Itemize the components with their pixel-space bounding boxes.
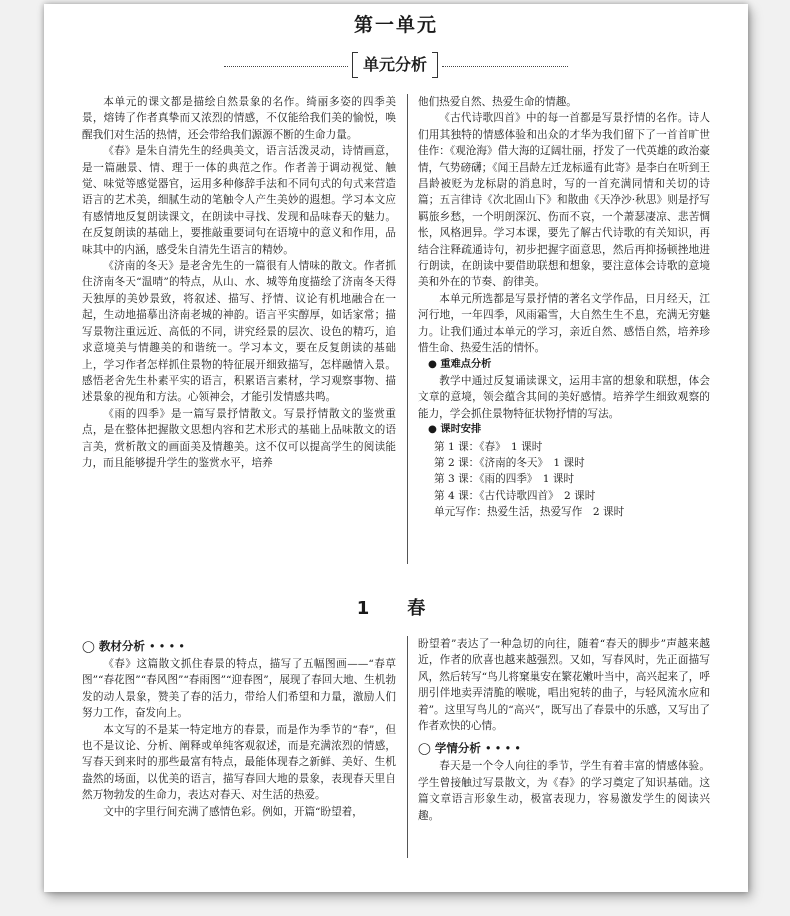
- section-header: [224, 52, 568, 82]
- paragraph: 《古代诗歌四首》中的每一首都是写景抒情的名作。诗人们用其独特的情感体验和出众的才华为我们留下了一首首旷世佳作：《观沧海》借大海的辽阔壮丽，抒发了一代英雄的政治豪情，气势磅礴；《闻王昌龄左迁龙标遥有此寄》是李白在听到王昌龄被贬为龙标尉的消息时，写的一首充满同情和关切的诗篇；五言律诗《次北固山下》和散曲《天净沙·秋思》则是抒写羁旅乡愁，一个明朗深沉、伤而不哀，一个萧瑟凄凉、悲苦惆怅，风格迥异。学习本课，要先了解古代诗歌的有关知识，再结合注释疏通诗句，初步把握字面意思，然后再抑扬顿挫地进行朗读，在朗读中要借助联想和想象，要注意体会诗歌的意境美和外在的节奏、韵律美。: [418, 112, 710, 289]
- document-page: [44, 4, 748, 892]
- textbook-analysis-title: ◯ 教材分析: [82, 639, 145, 653]
- section-title: 单元分析: [356, 52, 434, 78]
- schedule-item: 第 1 课：《春》 1 课时: [434, 440, 543, 453]
- paragraph: 教学中通过反复诵读课文，运用丰富的想象和联想，体会文章的意境，领会蕴含其间的美好感情。培养学生细致观察的能力，学会抓住景物特征状物抒情的写法。: [418, 374, 710, 420]
- paragraph: 春天是一个令人向往的季节，学生有着丰富的情感体验。学生曾接触过写景散文，为《春》的学习奠定了知识基础。这篇文章语言形象生动，极富表现力，容易激发学生的阅读兴趣。: [418, 760, 710, 822]
- learning-analysis-heading: [418, 738, 710, 758]
- schedule-item: 第 2 课：《济南的冬天》 1 课时: [434, 456, 585, 469]
- paragraph: 《济南的冬天》是老舍先生的一篇很有人情味的散文。作者抓住济南冬天“温晴”的特点，从山、水、城等角度描绘了济南冬天得天独厚的美妙景致，将叙述、描写、抒情、议论有机地融合在一起，生动地描摹出济南老城的神韵。语言平实醇厚，如话家常；描写景物注重远近、高低的不同，讲究经景的层次、设色的精巧，追求意境美与情趣美的和谐统一。学习本文，要在反复朗读的基础上，学习作者怎样抓住景物的特征展开细致描写，怎样融情入景。感悟老舍先生朴素平实的语言，积累语言素材，学习观察事物、描述景象的视角和方法。心领神会，才能引发情感共鸣。: [82, 260, 396, 404]
- schedule-item: 单元写作：热爱生活，热爱写作 2 课时: [434, 506, 625, 519]
- unit-title: 第一单元: [353, 14, 438, 36]
- paragraph: 本单元的课文都是描绘自然景象的名作。绮丽多姿的四季美景，熔铸了作者真挚而又浓烈的情感，不仅能给我们美的愉悦，唤醒我们对生活的热情，还会带给我们源源不断的生命力量。: [82, 96, 396, 141]
- lesson-left-column: [82, 636, 396, 820]
- unit-analysis-right-column: [418, 94, 710, 521]
- paragraph: 《春》是朱自清先生的经典美文，语言活泼灵动，诗情画意，是一篇融景、情、理于一体的典范之作。作者善于调动视觉、触觉、味觉等感觉器官，运用多种修辞手法和不同句式的句式来营造语言的艺术美，细腻生动的笔触令人产生美妙的遐想。学习本文应有感情地反复朗读课文，在朗读中寻找、发现和品味春天的魅力。在反复朗读的基础上，要推敲重要词句在语境中的意义和作用，品味其中的内涵，感受朱自清先生语言的精妙。: [82, 145, 396, 256]
- schedule-item: 第 3 课：《雨的四季》 1 课时: [434, 473, 575, 486]
- paragraph: 本单元所选都是写景抒情的著名文学作品，日月经天，江河行地，一年四季，风雨霜雪，大自然生生不息，充满无穷魅力。让我们通过本单元的学习，亲近自然、感悟自然，培养珍惜生命、热爱生活的情怀。: [418, 292, 710, 355]
- textbook-analysis-heading: [82, 636, 396, 656]
- paragraph: 他们热爱自然、热爱生命的情趣。: [418, 96, 577, 108]
- heading-dots: ••••: [484, 741, 525, 756]
- schedule-list: [418, 439, 710, 521]
- paragraph: 《春》这篇散文抓住春景的特点，描写了五幅图画——“春草图”“春花图”“春风图”“春雨图”“迎春图”，展现了春回大地、生机勃发的动人景象，赞美了春的活力，带给人们希望和力量，激励人们努力工作，奋发向上。: [82, 658, 396, 720]
- column-divider: [407, 636, 408, 858]
- heading-dots: ••••: [148, 639, 189, 653]
- column-divider: [407, 94, 408, 564]
- paragraph: 文中的字里行间充满了感情色彩。例如，开篇“盼望着，: [103, 805, 363, 818]
- lesson-title: 1 春: [356, 598, 436, 619]
- paragraph: 本文写的不是某一特定地方的春景，而是作为季节的“春”，但也不是议论、分析、阐释或单纯客观叙述，而是充满浓烈的情感，写春天到来时的那些最富有特点，最能体现春之新鲜、美好、生机盎然的场面，以优美的语言，描写春回大地的景象，表现春天里自然万物勃发的生命力，表达对春天、对生活的热爱。: [82, 723, 396, 802]
- unit-analysis-left-column: [82, 94, 396, 471]
- schedule-item: 第 4 课：《古代诗歌四首》 2 课时: [434, 489, 596, 502]
- section-rule-left: [224, 66, 348, 67]
- learning-analysis-title: ◯ 学情分析: [418, 741, 481, 756]
- paragraph: 《雨的四季》是一篇写景抒情散文。写景抒情散文的鉴赏重点，是在整体把握散文思想内容和艺术形式的基础上品味散文的语言美，赏析散文的画面美及情趣美。这不仅可以提高学生的阅读能力，而且能够提升学生的鉴赏水平，培养: [82, 407, 396, 469]
- schedule-heading: ● 课时安排: [428, 424, 482, 436]
- paragraph: 盼望着”表达了一种急切的向往，随着“春天的脚步”声越来越近，作者的欣喜也越来越强烈。又如，写春风时，先正面描写风，然后转写“鸟儿将窠巢安在繁花嫩叶当中，高兴起来了，呼朋引伴地卖弄清脆的喉咙，唱出宛转的曲子，与轻风流水应和着”。这里写鸟儿的“高兴”，既写出了春景中的乐感，又写出了作者欢快的心情。: [418, 638, 710, 733]
- lesson-right-column: [418, 636, 710, 824]
- key-points-heading: ● 重难点分析: [428, 358, 492, 370]
- section-rule-right: [442, 66, 568, 67]
